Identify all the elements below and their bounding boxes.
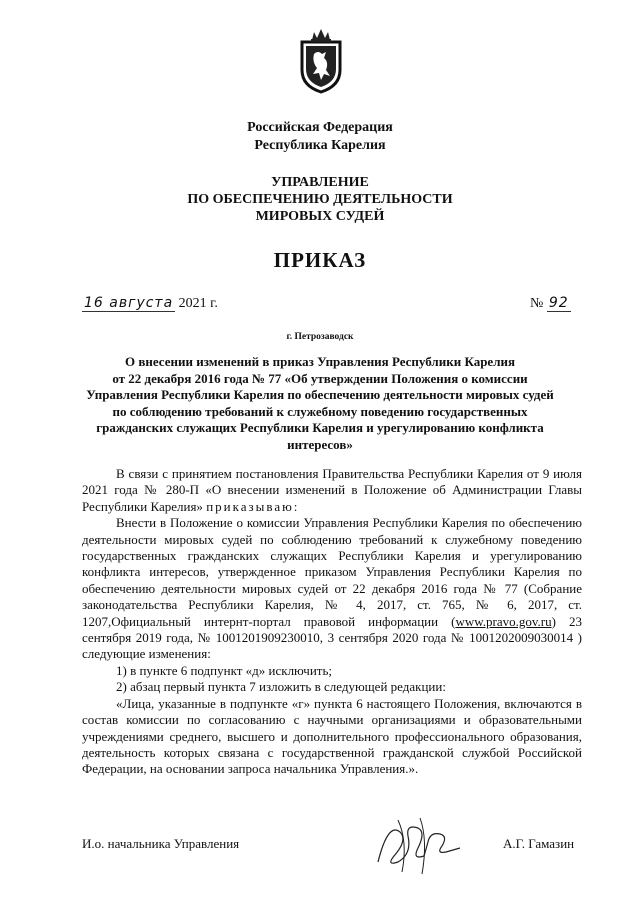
number-label: №	[530, 296, 544, 311]
handwritten-number: 92	[548, 295, 569, 311]
order-word: приказываю:	[206, 498, 300, 514]
header-organization	[60, 174, 580, 225]
paragraph-item-2: 2) абзац первый пункта 7 изложить в следующей редакции:	[116, 679, 446, 695]
title-line: интересов»	[287, 436, 353, 452]
pravo-link[interactable]: www.pravo.gov.ru	[455, 613, 552, 629]
document-number	[530, 295, 571, 312]
country-name: Российская Федерация	[247, 120, 393, 135]
title-line: от 22 декабря 2016 года № 77 «Об утверждении Положения о комиссии	[112, 370, 528, 386]
document-type: ПРИКАЗ	[273, 248, 367, 272]
org-name-line-3: МИРОВЫХ СУДЕЙ	[255, 209, 385, 224]
handwritten-signature	[368, 812, 468, 878]
paragraph-item-1: 1) в пункте 6 подпункт «д» исключить;	[116, 662, 332, 678]
title-line: О внесении изменений в приказ Управления Республики Карелия	[124, 354, 516, 369]
title-line: по соблюдению требований к служебному поведению государственных	[112, 403, 528, 419]
org-name-line-1: УПРАВЛЕНИЕ	[271, 175, 369, 190]
document-year: 2021 г.	[178, 296, 218, 311]
document-body	[82, 466, 582, 778]
signatory-name: А.Г. Гамазин	[503, 836, 575, 851]
preamble-text: В связи с принятием постановления Правительства Республики Карелия от 9 июля 2021 года № 280-П «О внесении изменений в Положение об Администрации Главы Республики Карелия»	[82, 466, 582, 514]
signatory-position: И.о. начальника Управления	[82, 836, 240, 851]
document-date	[82, 295, 218, 312]
paragraph-quote: «Лица, указанные в подпункте «г» пункта 6 настоящего Положения, включаются в состав комиссии по согласованию с научными организациями и образовательными учреждениями среднего, высшего и дополнительного профессионального образования, деятельность которых связана с государственной гражданской службой Российской Федерации, на основании запроса начальника Управления.».	[82, 695, 582, 777]
org-name-line-2: ПО ОБЕСПЕЧЕНИЮ ДЕЯТЕЛЬНОСТИ	[187, 192, 453, 207]
coat-of-arms-icon	[296, 26, 346, 94]
handwritten-date: 16 августа	[84, 295, 174, 311]
republic-name: Республика Карелия	[254, 138, 386, 153]
paragraph-preamble	[82, 466, 582, 515]
title-line: Управления Республики Карелия по обеспечению деятельности мировых судей	[86, 387, 554, 402]
title-line: гражданских служащих Республики Карелия и урегулированию конфликта	[96, 420, 544, 435]
amendment-text: Внести в Положение о комиссии Управления Республики Карелия по обеспечению деятельности мировых судей по соблюдению требований к служебному поведению государственных гражданских служащих Республики Карелия и урегулированию конфликта интересов, утвержденное приказом Управления Республики Карелия по обеспечению деятельности мировых судей от 22 декабря 2016 года № 77 (Собрание законодательства Республики Карелия, № 4, 2017, ст. 765, № 6, 2017, ст. 1207,Официальный интернт-портал правовой информации (	[82, 515, 582, 629]
header-state	[60, 119, 580, 155]
paragraph-amendment	[82, 515, 582, 663]
document-city: г. Петрозаводск	[286, 332, 354, 342]
document-title	[60, 354, 580, 453]
amendment-text-end: ) 23 сентября 2019 года, № 1001201909230010, 3 сентября 2020 года № 1001202009030014 ) следующие изменения:	[82, 613, 582, 662]
